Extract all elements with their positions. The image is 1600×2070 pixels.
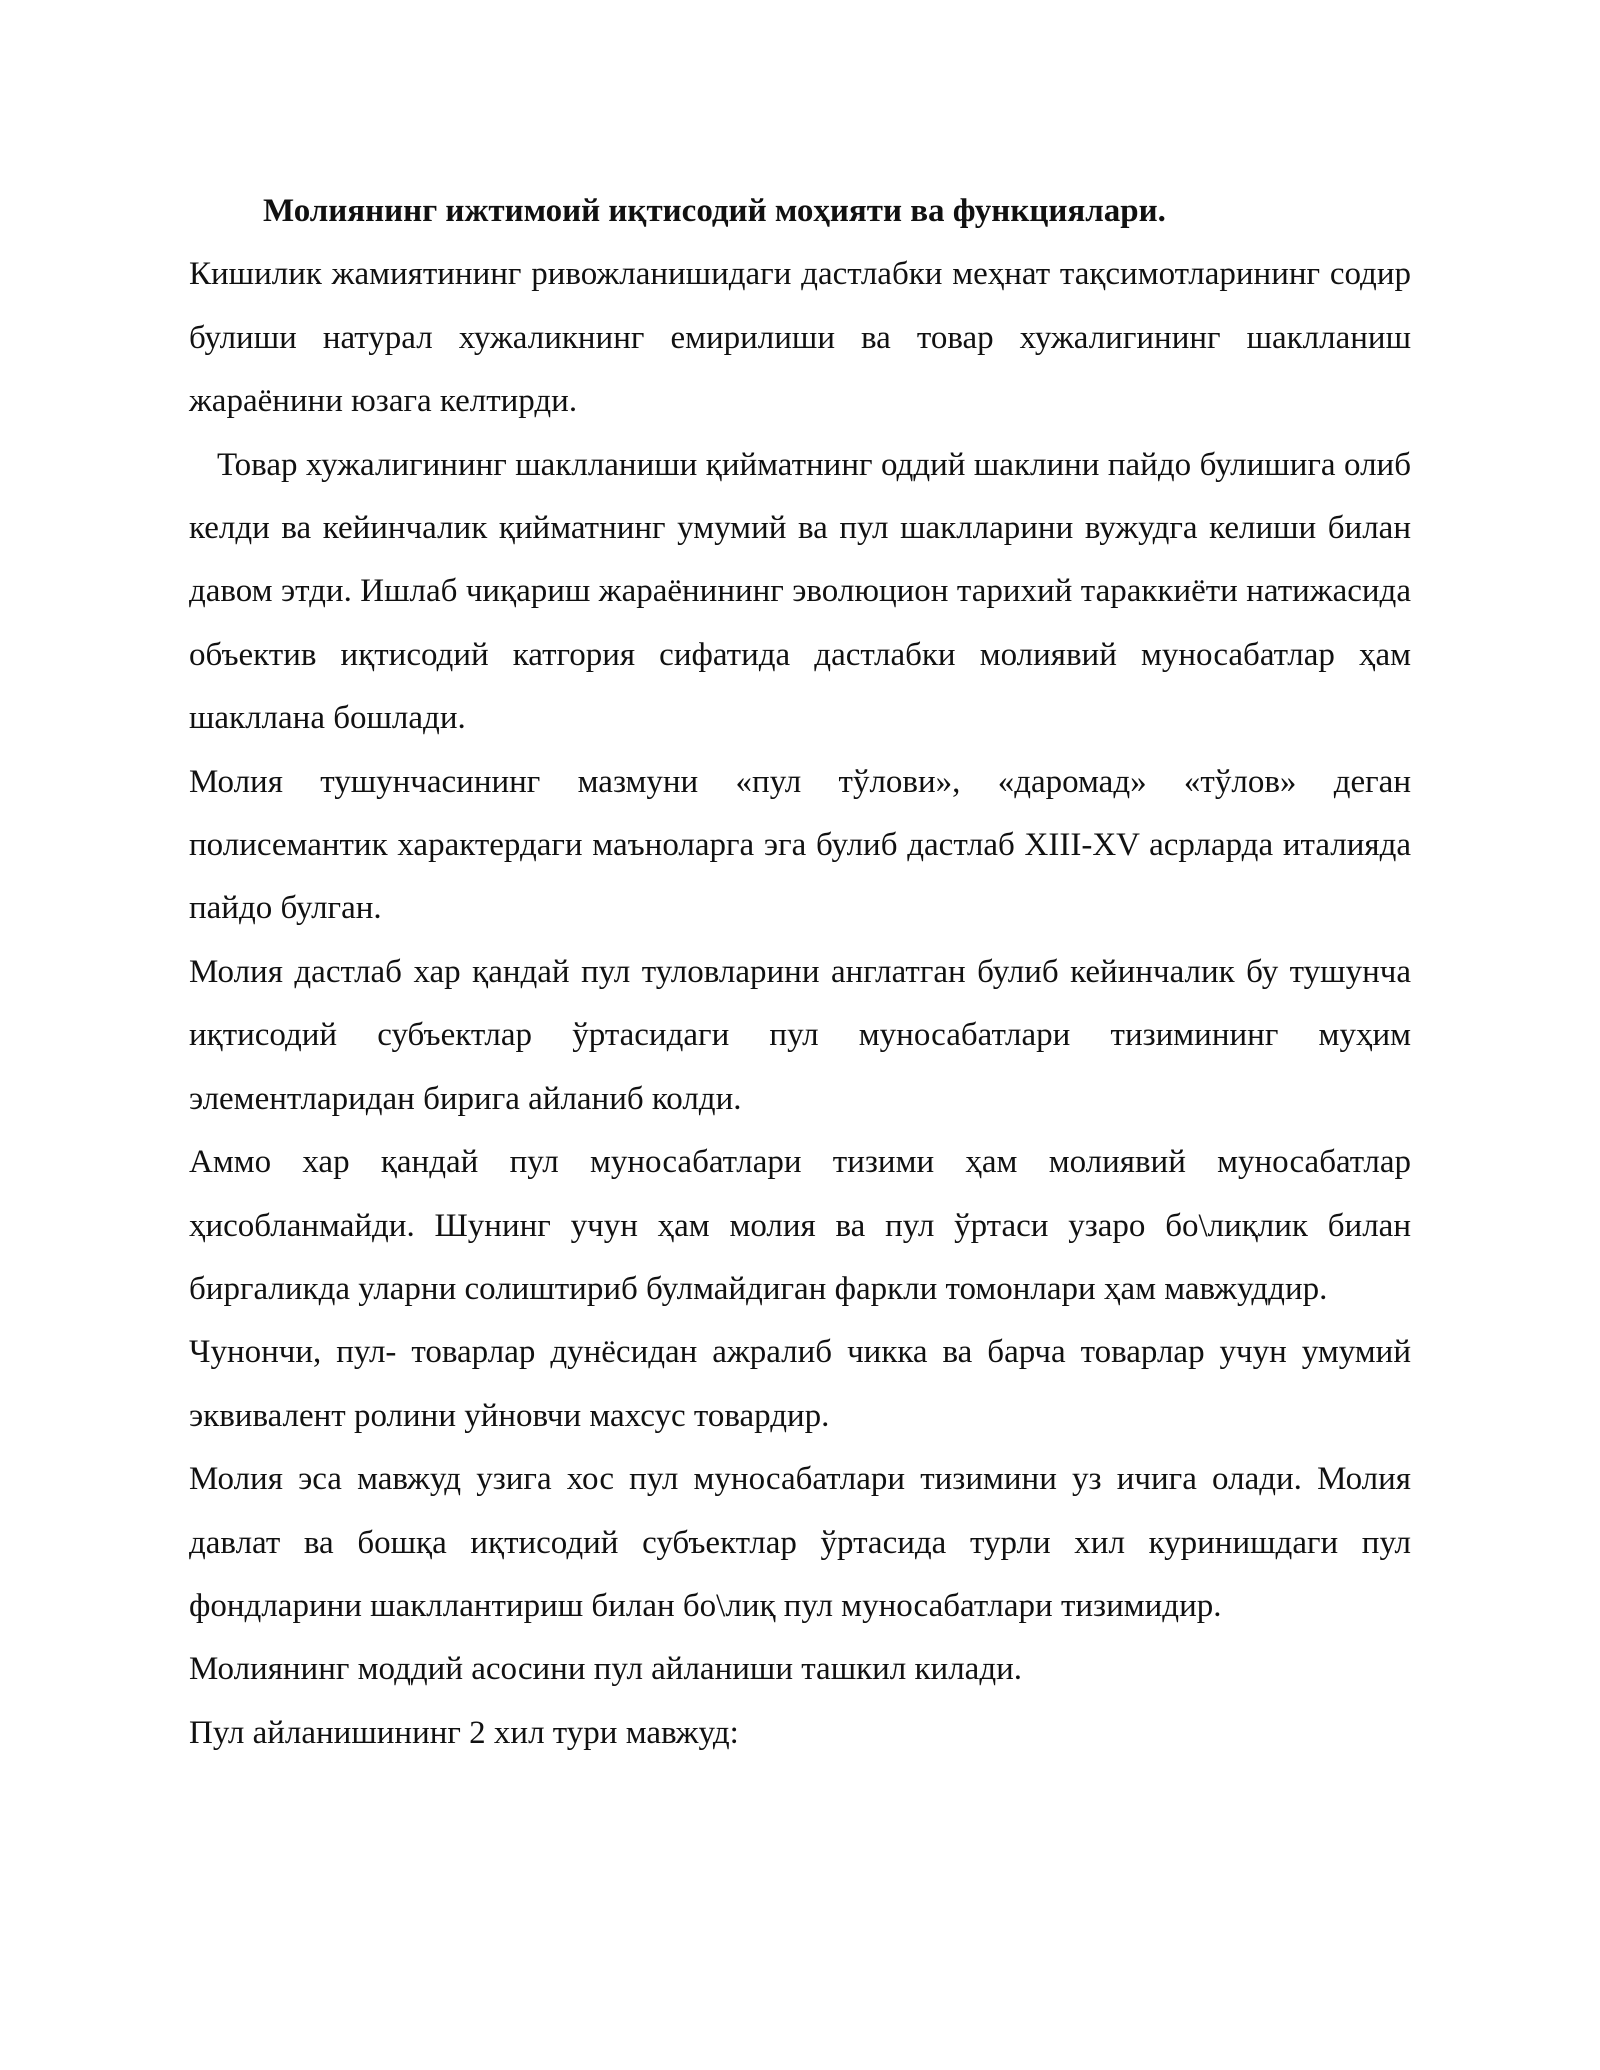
- document-title: Молиянинг ижтимоий иқтисодий моҳияти ва функциялари.: [263, 193, 1166, 229]
- paragraph: Пул айланишининг 2 хил тури мавжуд:: [189, 1714, 739, 1751]
- paragraph: Молиянинг моддий асосини пул айланиши ташкил килади.: [189, 1651, 1023, 1688]
- paragraph: Кишилик жамиятининг ривожланишидаги дастлабки меҳнат тақсимотларининг содир булиши натурал хужаликнинг емирилиши ва товар хужалигининг шаклланиш жараёнини юзага келтирди.: [189, 256, 1411, 420]
- paragraph: Молия эса мавжуд узига хос пул муносабатлари тизимини уз ичига олади. Молия давлат ва бошқа иқтисодий субъектлар ўртасида турли хил куринишдаги пул фондларини шакллантириш билан бо\лиқ пул муносабатлари тизимидир.: [189, 1461, 1411, 1624]
- paragraph: Аммо хар қандай пул муносабатлари тизими ҳам молиявий муносабатлар ҳисобланмайди. Шунинг учун ҳам молия ва пул ўртаси узаро бо\лиқлик билан биргаликда уларни солиштириб булмайдиган фаркли томонлари ҳам мавжуддир.: [189, 1144, 1411, 1307]
- document-body: [189, 180, 1411, 1765]
- paragraph: Молия тушунчасининг мазмуни «пул тўлови», «даромад» «тўлов» деган полисемантик характердаги маъноларга эга булиб дастлаб XIII-XV асрларда италияда пайдо булган.: [189, 763, 1411, 927]
- paragraph: Товар хужалигининг шаклланиши қийматнинг оддий шаклини пайдо булишига олиб келди ва кейинчалик қийматнинг умумий ва пул шаклларини вужудга келиши билан давом этди. Ишлаб чиқариш жараёнининг эволюцион тарихий тараккиёти натижасида объектив иқтисодий катгория сифатида дастлабки молиявий муносабатлар ҳам шакллана бошлади.: [189, 446, 1411, 737]
- paragraph: Чунончи, пул- товарлар дунёсидан ажралиб чикка ва барча товарлар учун умумий эквивалент ролини уйновчи махсус товардир.: [189, 1334, 1411, 1434]
- paragraph: Молия дастлаб хар қандай пул туловларини англатган булиб кейинчалик бу тушунча иқтисодий субъектлар ўртасидаги пул муносабатлари тизимининг муҳим элементларидан бирига айланиб колди.: [189, 953, 1411, 1117]
